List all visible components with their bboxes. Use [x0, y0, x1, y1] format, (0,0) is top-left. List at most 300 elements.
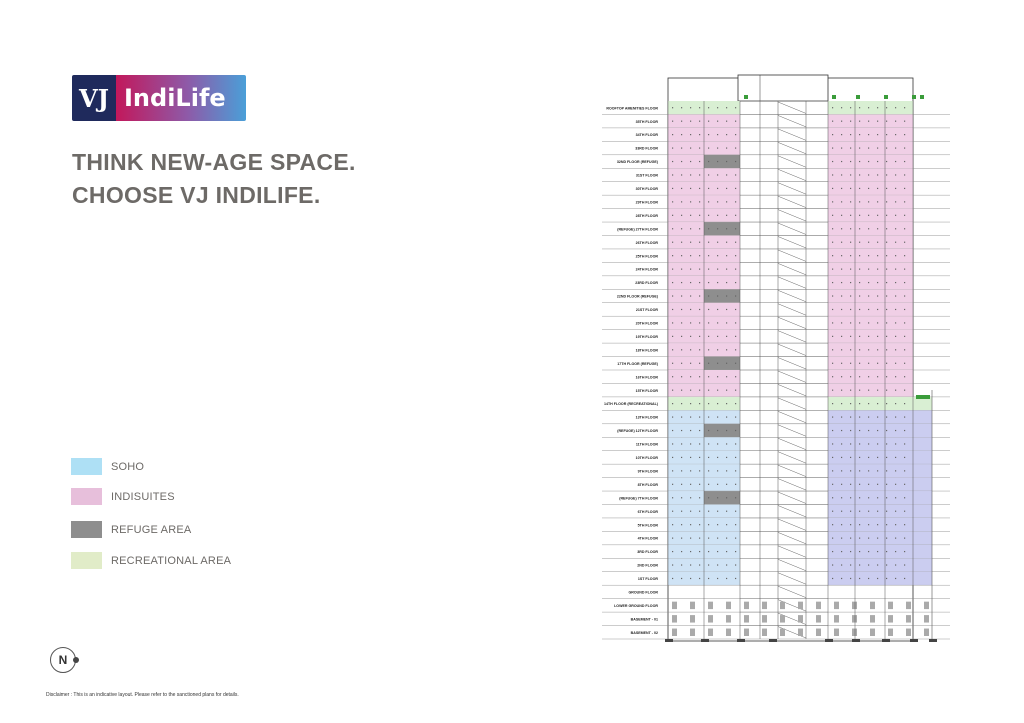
floor-29-window-mark	[832, 497, 833, 498]
floor-35-window-mark	[699, 578, 700, 579]
floor-39-structure-mark	[744, 629, 749, 636]
floor-18-window-mark	[859, 349, 860, 350]
floor-26-window-mark	[672, 457, 673, 458]
floor-1-window-mark	[726, 121, 727, 122]
floor-5-window-mark	[699, 174, 700, 175]
floor-1-window-mark	[841, 121, 842, 122]
floor-5-window-mark	[717, 174, 718, 175]
floor-9-window-mark	[717, 228, 718, 229]
floor-22-window-mark	[859, 403, 860, 404]
floor-29-window-mark	[904, 497, 905, 498]
floor-3-window-mark	[708, 147, 709, 148]
floor-21-window-mark	[735, 390, 736, 391]
floor-7-stair-flight	[778, 196, 806, 207]
floor-6-window-mark	[868, 188, 869, 189]
floor-17-window-mark	[690, 336, 691, 337]
floor-23-window-mark	[868, 416, 869, 417]
floor-22-stair-flight	[778, 398, 806, 409]
floor-2-window-mark	[895, 134, 896, 135]
tagline-line-2: CHOOSE VJ INDILIFE.	[72, 182, 321, 208]
floor-22-window-mark	[868, 403, 869, 404]
floor-25-window-mark	[904, 443, 905, 444]
floor-25-window-mark	[895, 443, 896, 444]
floor-9-window-mark	[886, 228, 887, 229]
floor-26-window-mark	[877, 457, 878, 458]
floor-1-window-mark	[886, 121, 887, 122]
floor-9-window-mark	[859, 228, 860, 229]
floor-30-window-mark	[690, 511, 691, 512]
floor-10-window-mark	[708, 242, 709, 243]
floor-4-window-mark	[681, 161, 682, 162]
floor-12-window-mark	[699, 269, 700, 270]
floor-14-stair-flight	[778, 290, 806, 301]
floor-9-stair-flight	[778, 223, 806, 234]
floor-15-window-mark	[868, 309, 869, 310]
floor-26-window-mark	[699, 457, 700, 458]
floor-22-window-mark	[681, 403, 682, 404]
floor-15-stair-flight	[778, 304, 806, 315]
floor-6-window-mark	[904, 188, 905, 189]
floor-38-structure-mark	[672, 615, 677, 622]
floor-37-structure-mark	[888, 602, 893, 609]
floor-27-window-mark	[735, 470, 736, 471]
floor-20-window-mark	[841, 376, 842, 377]
floor-30-window-mark	[850, 511, 851, 512]
floor-37-structure-mark	[816, 602, 821, 609]
floor-32-label: 4TH FLOOR	[637, 536, 658, 541]
floor-37-structure-mark	[834, 602, 839, 609]
floor-7-label: 29TH FLOOR	[635, 200, 658, 205]
floor-33-right-zone	[828, 545, 932, 558]
floor-38-structure-mark	[708, 615, 713, 622]
floor-11-window-mark	[850, 255, 851, 256]
floor-35-window-mark	[690, 578, 691, 579]
floor-4-window-mark	[717, 161, 718, 162]
floor-31-stair-flight	[778, 519, 806, 530]
floor-6-window-mark	[841, 188, 842, 189]
footing-1	[701, 639, 709, 642]
floor-15-window-mark	[726, 309, 727, 310]
floor-25-window-mark	[672, 443, 673, 444]
floor-11-window-mark	[868, 255, 869, 256]
floor-21-stair-flight	[778, 384, 806, 395]
floor-33-window-mark	[886, 551, 887, 552]
floor-12-window-mark	[868, 269, 869, 270]
floor-12-label: 24TH FLOOR	[635, 267, 658, 272]
floor-10-window-mark	[735, 242, 736, 243]
floor-11-window-mark	[877, 255, 878, 256]
floor-17-window-mark	[868, 336, 869, 337]
floor-21-window-mark	[717, 390, 718, 391]
floor-24-right-zone	[828, 424, 932, 437]
floor-6-stair-flight	[778, 183, 806, 194]
floor-33-window-mark	[726, 551, 727, 552]
floor-33-window-mark	[690, 551, 691, 552]
floor-0-window-mark	[832, 107, 833, 108]
floor-12-window-mark	[726, 269, 727, 270]
floor-6-label: 30TH FLOOR	[635, 187, 658, 192]
floor-17-window-mark	[859, 336, 860, 337]
floor-1-window-mark	[672, 121, 673, 122]
floor-27-window-mark	[699, 470, 700, 471]
floor-28-window-mark	[886, 484, 887, 485]
floor-31-window-mark	[868, 524, 869, 525]
floor-39-structure-mark	[798, 629, 803, 636]
floor-35-window-mark	[877, 578, 878, 579]
footing-4	[825, 639, 833, 642]
floor-36-stair-flight	[778, 586, 806, 597]
floor-20-window-mark	[868, 376, 869, 377]
floor-16-window-mark	[717, 322, 718, 323]
floor-39-structure-mark	[834, 629, 839, 636]
floor-31-window-mark	[859, 524, 860, 525]
floor-5-right-zone	[828, 168, 913, 181]
floor-25-window-mark	[735, 443, 736, 444]
floor-8-window-mark	[699, 215, 700, 216]
floor-20-window-mark	[850, 376, 851, 377]
floor-15-window-mark	[841, 309, 842, 310]
floor-17-window-mark	[877, 336, 878, 337]
floor-34-window-mark	[886, 564, 887, 565]
floor-4-label: 32ND FLOOR (REFUGE)	[616, 160, 658, 165]
floor-20-label: 16TH FLOOR	[635, 375, 658, 380]
floor-8-right-zone	[828, 209, 913, 222]
floor-5-window-mark	[868, 174, 869, 175]
floor-28-window-mark	[690, 484, 691, 485]
floor-35-window-mark	[708, 578, 709, 579]
floor-20-window-mark	[859, 376, 860, 377]
floor-27-window-mark	[877, 470, 878, 471]
floor-19-right-zone	[828, 357, 913, 370]
floor-30-window-mark	[681, 511, 682, 512]
floor-20-window-mark	[672, 376, 673, 377]
floor-27-window-mark	[886, 470, 887, 471]
floor-26-label: 10TH FLOOR	[635, 456, 658, 461]
floor-13-window-mark	[850, 282, 851, 283]
floor-9-window-mark	[895, 228, 896, 229]
floor-6-window-mark	[877, 188, 878, 189]
floor-19-window-mark	[681, 363, 682, 364]
floor-13-stair-flight	[778, 277, 806, 288]
floor-12-stair-flight	[778, 263, 806, 274]
floor-17-window-mark	[832, 336, 833, 337]
floor-0-window-mark	[708, 107, 709, 108]
floor-13-label: 23RD FLOOR	[635, 281, 658, 286]
floor-32-window-mark	[886, 538, 887, 539]
floor-29-window-mark	[859, 497, 860, 498]
floor-24-window-mark	[699, 430, 700, 431]
floor-1-stair-flight	[778, 115, 806, 126]
floor-24-refuge-zone	[704, 424, 740, 437]
floor-2-right-zone	[828, 128, 913, 141]
floor-3-window-mark	[886, 147, 887, 148]
floor-11-window-mark	[717, 255, 718, 256]
floor-29-window-mark	[850, 497, 851, 498]
floor-24-window-mark	[681, 430, 682, 431]
floor-6-window-mark	[726, 188, 727, 189]
floor-9-window-mark	[726, 228, 727, 229]
floor-4-window-mark	[877, 161, 878, 162]
floor-34-window-mark	[859, 564, 860, 565]
floor-13-window-mark	[868, 282, 869, 283]
floor-39-structure-mark	[708, 629, 713, 636]
floor-38-structure-mark	[924, 615, 929, 622]
floor-23-window-mark	[841, 416, 842, 417]
floor-0-window-mark	[868, 107, 869, 108]
floor-21-window-mark	[859, 390, 860, 391]
floor-39-structure-mark	[726, 629, 731, 636]
floor-28-window-mark	[681, 484, 682, 485]
floor-21-window-mark	[868, 390, 869, 391]
floor-33-label: 3RD FLOOR	[637, 550, 658, 555]
floor-27-window-mark	[859, 470, 860, 471]
floor-25-stair-flight	[778, 438, 806, 449]
floor-7-window-mark	[832, 201, 833, 202]
floor-0-window-mark	[699, 107, 700, 108]
floor-12-window-mark	[850, 269, 851, 270]
floor-12-window-mark	[672, 269, 673, 270]
floor-37-structure-mark	[906, 602, 911, 609]
footing-8	[929, 639, 937, 642]
floor-26-right-zone	[828, 451, 932, 464]
floor-18-window-mark	[832, 349, 833, 350]
floor-5-window-mark	[726, 174, 727, 175]
floor-30-window-mark	[726, 511, 727, 512]
floor-31-window-mark	[672, 524, 673, 525]
logo-mark: VJ	[72, 75, 116, 121]
floor-17-window-mark	[699, 336, 700, 337]
floor-24-window-mark	[850, 430, 851, 431]
floor-13-window-mark	[904, 282, 905, 283]
floor-19-window-mark	[735, 363, 736, 364]
floor-36-label: GROUND FLOOR	[628, 590, 658, 595]
floor-22-window-mark	[877, 403, 878, 404]
floor-32-window-mark	[859, 538, 860, 539]
floor-8-window-mark	[690, 215, 691, 216]
floor-10-label: 26TH FLOOR	[635, 240, 658, 245]
floor-27-window-mark	[708, 470, 709, 471]
floor-6-right-zone	[828, 182, 913, 195]
floor-7-window-mark	[672, 201, 673, 202]
floor-0-window-mark	[841, 107, 842, 108]
floor-14-refuge-zone	[704, 289, 740, 302]
floor-3-label: 33RD FLOOR	[635, 146, 658, 151]
floor-20-right-zone	[828, 370, 913, 383]
floor-8-window-mark	[895, 215, 896, 216]
floor-35-window-mark	[726, 578, 727, 579]
floor-25-window-mark	[681, 443, 682, 444]
floor-30-window-mark	[708, 511, 709, 512]
floor-15-label: 21ST FLOOR	[635, 308, 658, 313]
floor-4-window-mark	[850, 161, 851, 162]
floor-35-window-mark	[681, 578, 682, 579]
floor-2-window-mark	[886, 134, 887, 135]
floor-34-window-mark	[877, 564, 878, 565]
floor-17-window-mark	[717, 336, 718, 337]
floor-8-label: 28TH FLOOR	[635, 213, 658, 218]
floor-26-window-mark	[895, 457, 896, 458]
floor-37-structure-mark	[708, 602, 713, 609]
floor-20-window-mark	[877, 376, 878, 377]
floor-13-window-mark	[832, 282, 833, 283]
floor-15-window-mark	[708, 309, 709, 310]
floor-9-refuge-zone	[704, 222, 740, 235]
floor-15-window-mark	[690, 309, 691, 310]
floor-3-window-mark	[717, 147, 718, 148]
floor-28-window-mark	[708, 484, 709, 485]
floor-11-window-mark	[886, 255, 887, 256]
floor-12-window-mark	[895, 269, 896, 270]
floor-1-window-mark	[699, 121, 700, 122]
floor-39-structure-mark	[906, 629, 911, 636]
floor-39-structure-mark	[690, 629, 695, 636]
floor-32-window-mark	[868, 538, 869, 539]
floor-18-window-mark	[904, 349, 905, 350]
floor-6-window-mark	[735, 188, 736, 189]
floor-24-stair-flight	[778, 425, 806, 436]
footing-5	[852, 639, 860, 642]
legend-label-soho: SOHO	[111, 460, 145, 473]
floor-34-window-mark	[904, 564, 905, 565]
floor-20-window-mark	[708, 376, 709, 377]
floor-17-window-mark	[886, 336, 887, 337]
floor-24-window-mark	[708, 430, 709, 431]
lift-machine-room	[738, 75, 828, 101]
floor-13-window-mark	[708, 282, 709, 283]
floor-6-window-mark	[699, 188, 700, 189]
floor-29-stair-flight	[778, 492, 806, 503]
floor-28-window-mark	[699, 484, 700, 485]
floor-0-window-mark	[681, 107, 682, 108]
floor-20-window-mark	[726, 376, 727, 377]
floor-29-window-mark	[717, 497, 718, 498]
floor-19-window-mark	[877, 363, 878, 364]
floor-11-window-mark	[841, 255, 842, 256]
floor-34-window-mark	[895, 564, 896, 565]
floor-30-window-mark	[877, 511, 878, 512]
floor-28-window-mark	[850, 484, 851, 485]
floor-10-window-mark	[726, 242, 727, 243]
floor-15-window-mark	[895, 309, 896, 310]
floor-29-label: (REFUGE) 7TH FLOOR	[619, 496, 658, 501]
legend-label-indisuites: INDISUITES	[111, 490, 175, 503]
roof-green-marker-0	[744, 95, 748, 99]
floor-15-window-mark	[877, 309, 878, 310]
roof-green-marker-3	[884, 95, 888, 99]
floor-26-window-mark	[735, 457, 736, 458]
floor-10-window-mark	[886, 242, 887, 243]
floor-25-window-mark	[850, 443, 851, 444]
floor-12-window-mark	[690, 269, 691, 270]
floor-28-window-mark	[717, 484, 718, 485]
floor-13-window-mark	[672, 282, 673, 283]
floor-25-window-mark	[708, 443, 709, 444]
floor-38-structure-mark	[726, 615, 731, 622]
floor-14-window-mark	[886, 295, 887, 296]
floor-3-window-mark	[690, 147, 691, 148]
floor-16-window-mark	[708, 322, 709, 323]
floor-1-label: 35TH FLOOR	[635, 119, 658, 124]
floor-39-label: BASEMENT - 02	[630, 630, 658, 635]
floor-28-window-mark	[735, 484, 736, 485]
floor-26-window-mark	[841, 457, 842, 458]
floor-4-window-mark	[735, 161, 736, 162]
floor-16-window-mark	[895, 322, 896, 323]
floor-34-window-mark	[841, 564, 842, 565]
floor-31-window-mark	[904, 524, 905, 525]
floor-23-window-mark	[832, 416, 833, 417]
roof-green-marker-2	[856, 95, 860, 99]
floor-23-right-zone	[828, 410, 932, 423]
floor-35-window-mark	[832, 578, 833, 579]
floor-7-right-zone	[828, 195, 913, 208]
floor-35-window-mark	[859, 578, 860, 579]
floor-30-window-mark	[699, 511, 700, 512]
roof-green-marker-5	[920, 95, 924, 99]
floor-2-window-mark	[681, 134, 682, 135]
floor-35-window-mark	[850, 578, 851, 579]
floor-2-label: 34TH FLOOR	[635, 133, 658, 138]
floor-19-window-mark	[699, 363, 700, 364]
footing-7	[910, 639, 918, 642]
floor-6-window-mark	[859, 188, 860, 189]
floor-34-right-zone	[828, 558, 932, 571]
floor-4-right-zone	[828, 155, 913, 168]
floor-26-window-mark	[708, 457, 709, 458]
floor-4-window-mark	[904, 161, 905, 162]
floor-9-window-mark	[690, 228, 691, 229]
recreation-green-marker	[916, 395, 930, 399]
floor-14-window-mark	[868, 295, 869, 296]
floor-37-label: LOWER GROUND FLOOR	[614, 603, 658, 608]
floor-10-right-zone	[828, 236, 913, 249]
floor-29-window-mark	[877, 497, 878, 498]
floor-2-window-mark	[850, 134, 851, 135]
floor-17-window-mark	[850, 336, 851, 337]
floor-3-window-mark	[672, 147, 673, 148]
floor-30-window-mark	[841, 511, 842, 512]
floor-35-window-mark	[886, 578, 887, 579]
floor-6-window-mark	[850, 188, 851, 189]
floor-27-window-mark	[841, 470, 842, 471]
floor-1-window-mark	[735, 121, 736, 122]
floor-29-window-mark	[726, 497, 727, 498]
floor-8-stair-flight	[778, 210, 806, 221]
floor-10-window-mark	[868, 242, 869, 243]
floor-19-window-mark	[832, 363, 833, 364]
floor-7-window-mark	[735, 201, 736, 202]
floor-5-window-mark	[672, 174, 673, 175]
floor-5-window-mark	[850, 174, 851, 175]
floor-23-stair-flight	[778, 411, 806, 422]
floor-32-window-mark	[832, 538, 833, 539]
floor-17-window-mark	[735, 336, 736, 337]
floor-13-window-mark	[690, 282, 691, 283]
floor-30-window-mark	[868, 511, 869, 512]
floor-38-structure-mark	[852, 615, 857, 622]
floor-25-window-mark	[859, 443, 860, 444]
floor-22-window-mark	[726, 403, 727, 404]
floor-9-window-mark	[877, 228, 878, 229]
floor-6-window-mark	[886, 188, 887, 189]
floor-7-window-mark	[726, 201, 727, 202]
floor-11-window-mark	[832, 255, 833, 256]
floor-29-window-mark	[699, 497, 700, 498]
floor-2-window-mark	[708, 134, 709, 135]
floor-2-window-mark	[904, 134, 905, 135]
floor-15-window-mark	[832, 309, 833, 310]
floor-15-window-mark	[735, 309, 736, 310]
